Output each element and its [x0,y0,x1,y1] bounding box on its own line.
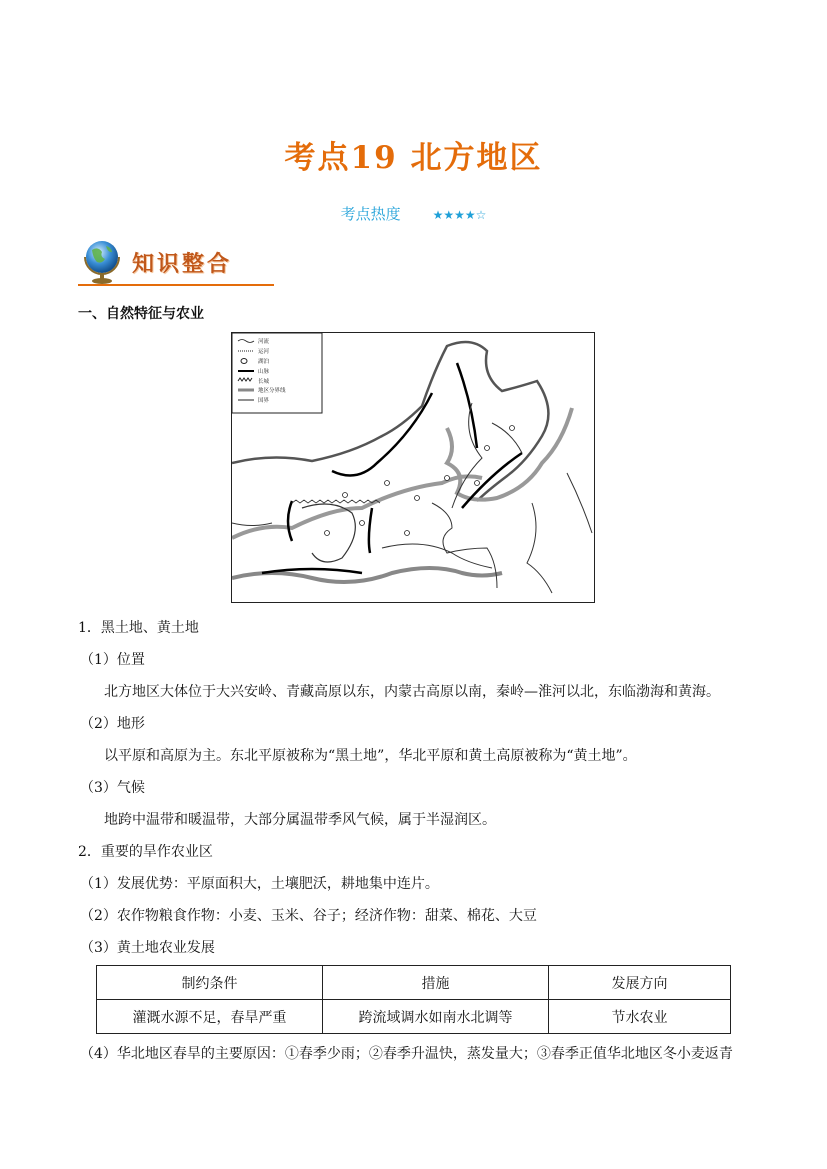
great-wall [292,500,380,503]
city-marker [325,531,330,536]
legend-canal: 运河 [258,349,270,355]
subheading-position: （1）位置 [80,652,145,668]
river-huai [382,544,492,568]
table-row [97,1000,731,1034]
legend-boundary: 地区分界线 [258,388,286,394]
agriculture-table [96,965,731,1034]
city-marker [415,496,420,501]
city-marker [485,446,490,451]
city-marker [385,481,390,486]
legend-river: 河流 [258,339,270,345]
subheading-terrain: （2）地形 [80,716,145,732]
city-marker [475,481,480,486]
japan-sea-coast [567,473,592,533]
table-header: 制约条件 [97,966,323,1000]
heat-rating [0,203,827,224]
city-marker [360,521,365,526]
globe-icon [78,236,128,286]
item-spring-drought: （4）华北地区春旱的主要原因：①春季少雨；②春季升温快，蒸发量大；③春季正值华北地区冬小麦返青 [80,1046,733,1062]
legend-lake: 湖泊 [258,359,270,365]
table-header: 发展方向 [549,966,731,1000]
korea-outline [527,503,552,593]
heat-label: 考点热度 [340,205,401,223]
table-header: 措施 [323,966,549,1000]
legend-border: 国界 [258,398,270,404]
heading-2: 2．重要的旱作农业区 [78,844,213,860]
item-crops: （2）农作物粮食作物：小麦、玉米、谷子；经济作物：甜菜、棉花、大豆 [80,908,537,924]
banner-rule [78,284,274,286]
table-cell: 节水农业 [549,1000,731,1034]
item-advantage: （1）发展优势：平原面积大，土壤肥沃，耕地集中连片。 [80,876,439,892]
region-boundary-ne [447,408,572,500]
city-marker [510,426,515,431]
city-marker [445,476,450,481]
page-title: 考点19 北方地区 [284,140,543,176]
mountain-helan [288,501,292,541]
table-cell: 灌溉水源不足，春旱严重 [97,1000,323,1034]
river-west [232,523,272,526]
item-loess-agriculture: （3）黄土地农业发展 [80,940,215,956]
section-heading: 一、自然特征与农业 [78,306,204,322]
map-legend [232,333,322,413]
subheading-climate: （3）气候 [80,780,145,796]
paragraph-terrain: 以平原和高原为主。东北平原被称为“黑土地”，华北平原和黄土高原被称为“黄土地”。 [104,748,637,764]
table-header-row [97,966,731,1000]
table-cell: 跨流域调水如南水北调等 [323,1000,549,1034]
region-boundary-nw [232,476,482,538]
star-rating: ★★★★☆ [432,208,487,222]
banner-text: 知识整合 [132,252,233,277]
city-marker [405,531,410,536]
region-boundary-south [232,568,502,582]
mountain-taihang [369,508,372,553]
mountain-lesser-khingan [457,363,477,448]
paragraph-climate: 地跨中温带和暖温带，大部分属温带季风气候，属于半湿润区。 [104,812,496,828]
river-nen [492,423,522,453]
legend-great-wall: 长城 [258,379,270,385]
north-china-map [231,332,595,603]
mountain-greater-khingan [332,393,432,476]
knowledge-banner [78,236,274,288]
paragraph-position: 北方地区大体位于大兴安岭、青藏高原以东，内蒙古高原以南，秦岭—淮河以北，东临渤海和黄海。 [104,684,720,700]
city-marker [343,493,348,498]
legend-mountain: 山脉 [258,369,270,375]
heading-1: 1．黑土地、黄土地 [78,620,199,636]
